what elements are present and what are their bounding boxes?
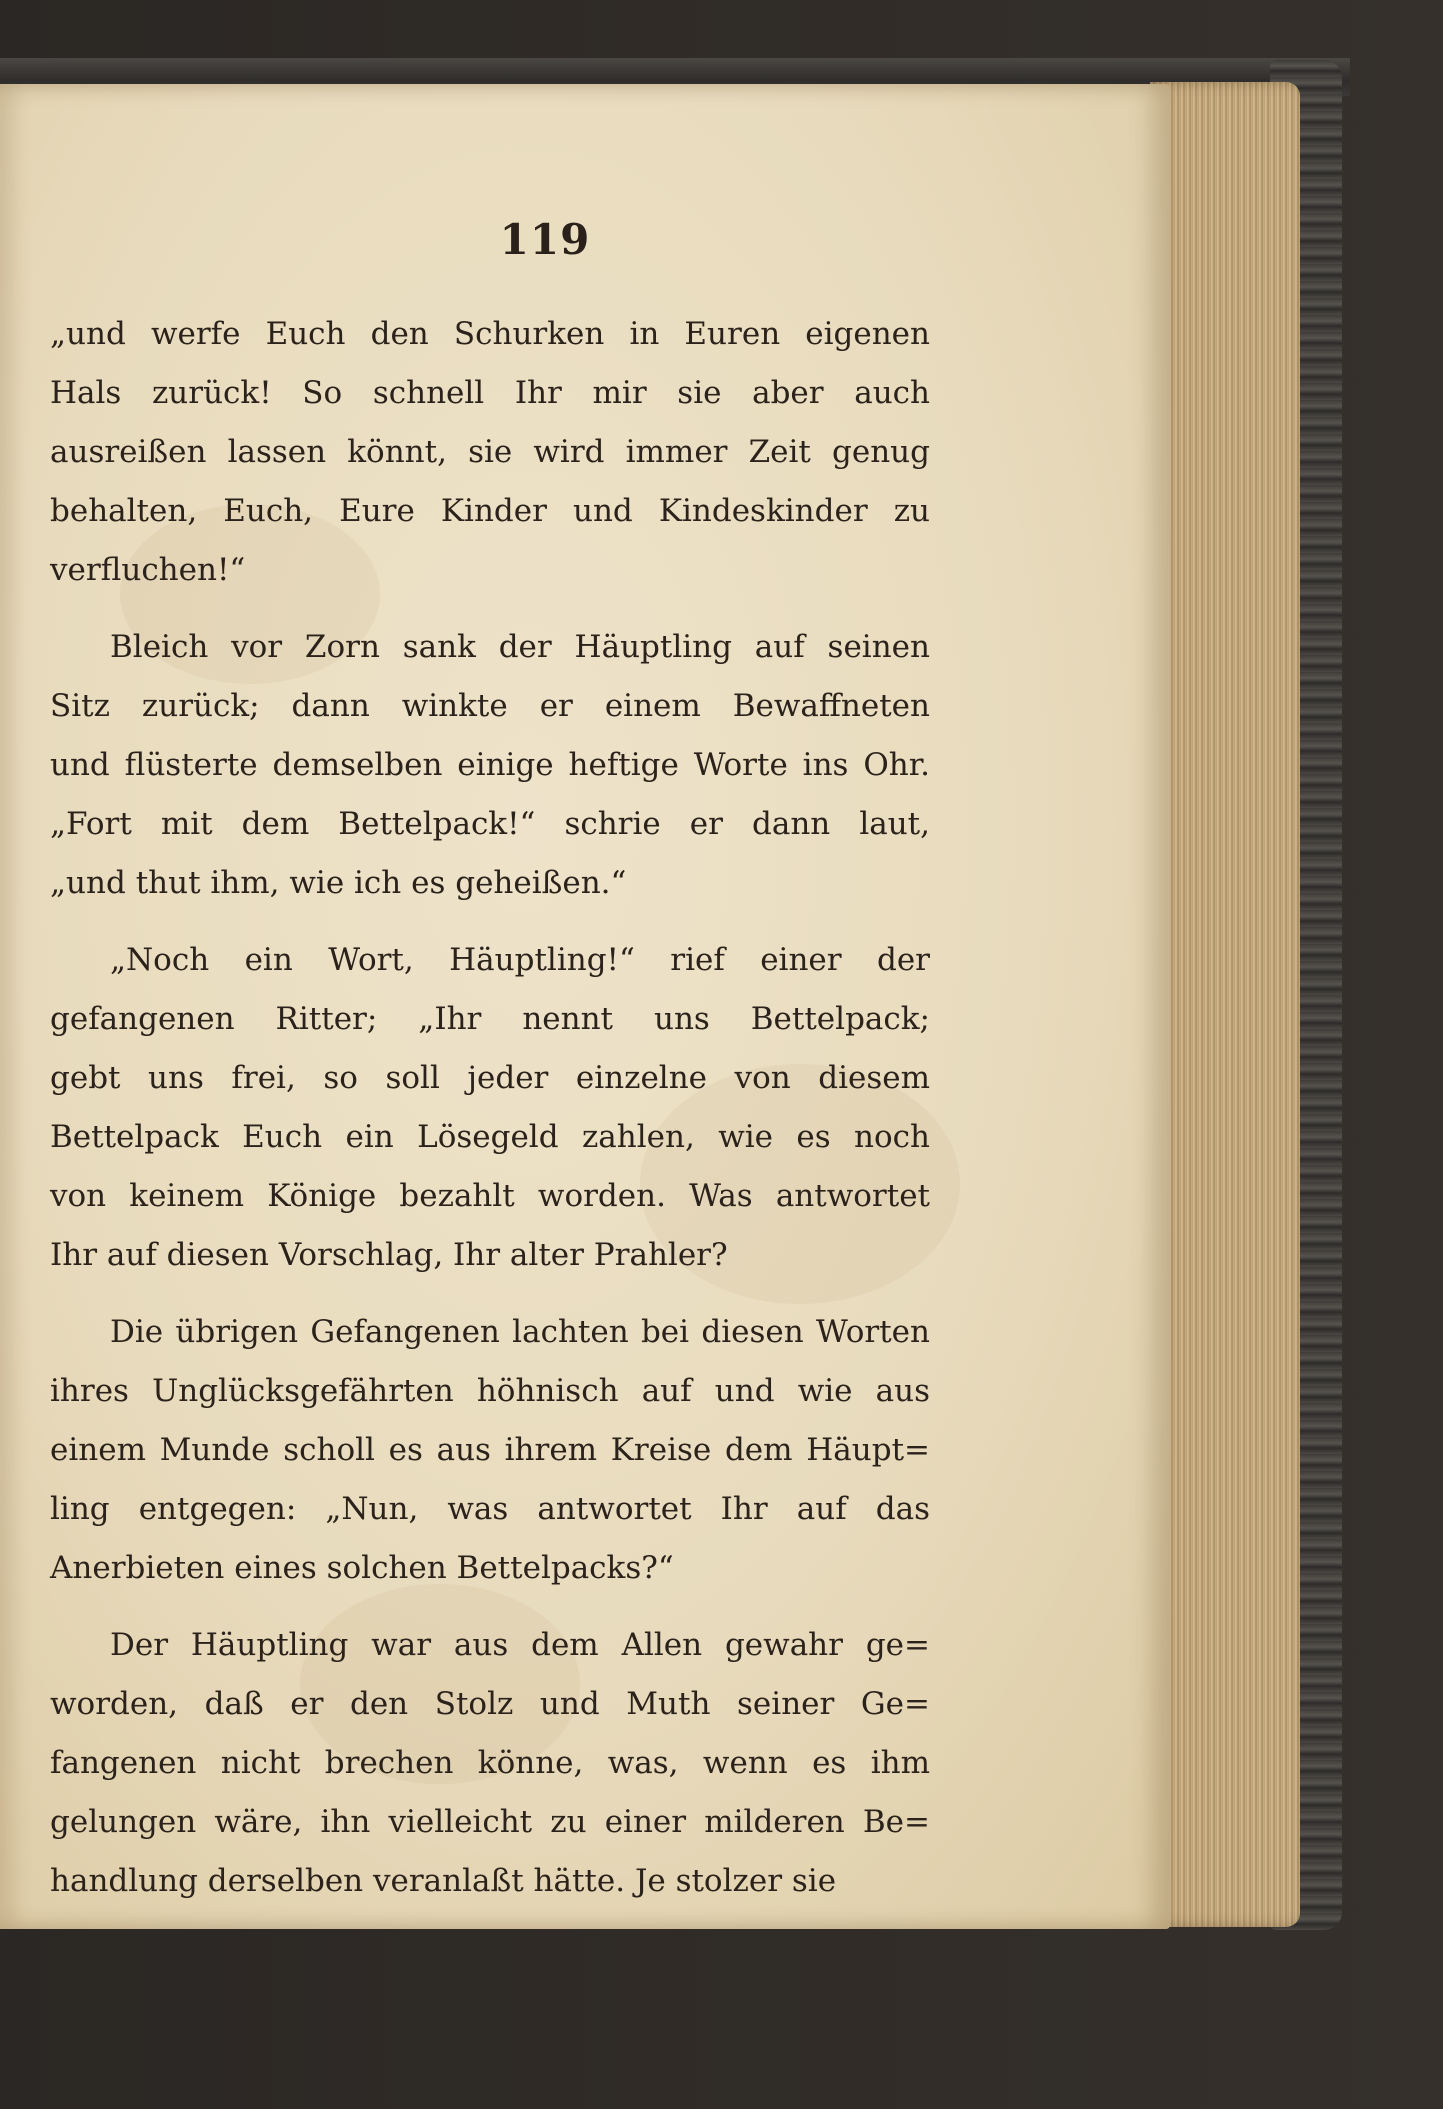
text-line: Ihr auf diesen Vorschlag, Ihr alter Prahler? — [50, 1237, 728, 1273]
paragraph — [50, 931, 930, 1285]
text-line: von keinem Könige bezahlt worden. Was antwortet — [50, 1178, 930, 1214]
paragraph — [50, 305, 930, 600]
paragraph-gap — [50, 1285, 930, 1303]
text-line: Anerbieten eines solchen Bettelpacks?“ — [50, 1550, 674, 1586]
text-line: gelungen wäre, ihn vielleicht zu einer milderen Be= — [50, 1804, 930, 1840]
text-line: „und werfe Euch den Schurken in Euren eigenen — [50, 316, 930, 352]
text-line: behalten, Euch, Eure Kinder und Kindeskinder zu — [50, 493, 930, 529]
page-number: 119 — [499, 215, 591, 264]
text-line: Bleich vor Zorn sank der Häuptling auf seinen — [110, 629, 930, 665]
paragraph — [50, 618, 930, 913]
text-line: fangenen nicht brechen könne, was, wenn es ihm — [50, 1745, 930, 1781]
text-line: ihres Unglücksgefährten höhnisch auf und wie aus — [50, 1373, 930, 1409]
text-line: worden, daß er den Stolz und Muth seiner Ge= — [50, 1686, 930, 1722]
text-line: ling entgegen: „Nun, was antwortet Ihr auf das — [50, 1491, 930, 1527]
text-line: Der Häuptling war aus dem Allen gewahr ge= — [110, 1627, 930, 1663]
paragraph-gap — [50, 913, 930, 931]
page-block-edges — [1150, 82, 1300, 1927]
text-line: verfluchen!“ — [50, 552, 246, 588]
paragraph-gap — [50, 1598, 930, 1616]
text-line: und flüsterte demselben einige heftige Worte ins Ohr. — [50, 747, 930, 783]
text-line: gefangenen Ritter; „Ihr nennt uns Bettelpack; — [50, 1001, 930, 1037]
paragraph — [50, 1303, 930, 1598]
text-line: Hals zurück! So schnell Ihr mir sie aber auch — [50, 375, 930, 411]
body-text — [50, 305, 930, 1911]
paragraph — [50, 1616, 930, 1911]
paragraph-gap — [50, 600, 930, 618]
text-line: Bettelpack Euch ein Lösegeld zahlen, wie es noch — [50, 1119, 930, 1155]
text-line: „und thut ihm, wie ich es geheißen.“ — [50, 865, 627, 901]
text-line: „Noch ein Wort, Häuptling!“ rief einer der — [110, 942, 930, 978]
text-line: gebt uns frei, so soll jeder einzelne von diesem — [50, 1060, 930, 1096]
text-line: ausreißen lassen könnt, sie wird immer Zeit genug — [50, 434, 930, 470]
text-line: Sitz zurück; dann winkte er einem Bewaffneten — [50, 688, 930, 724]
text-line: „Fort mit dem Bettelpack!“ schrie er dann laut, — [50, 806, 930, 842]
text-line: handlung derselben veranlaßt hätte. Je stolzer sie — [50, 1863, 837, 1899]
text-line: einem Munde scholl es aus ihrem Kreise dem Häupt= — [50, 1432, 930, 1468]
text-line: Die übrigen Gefangenen lachten bei diesen Worten — [110, 1314, 930, 1350]
